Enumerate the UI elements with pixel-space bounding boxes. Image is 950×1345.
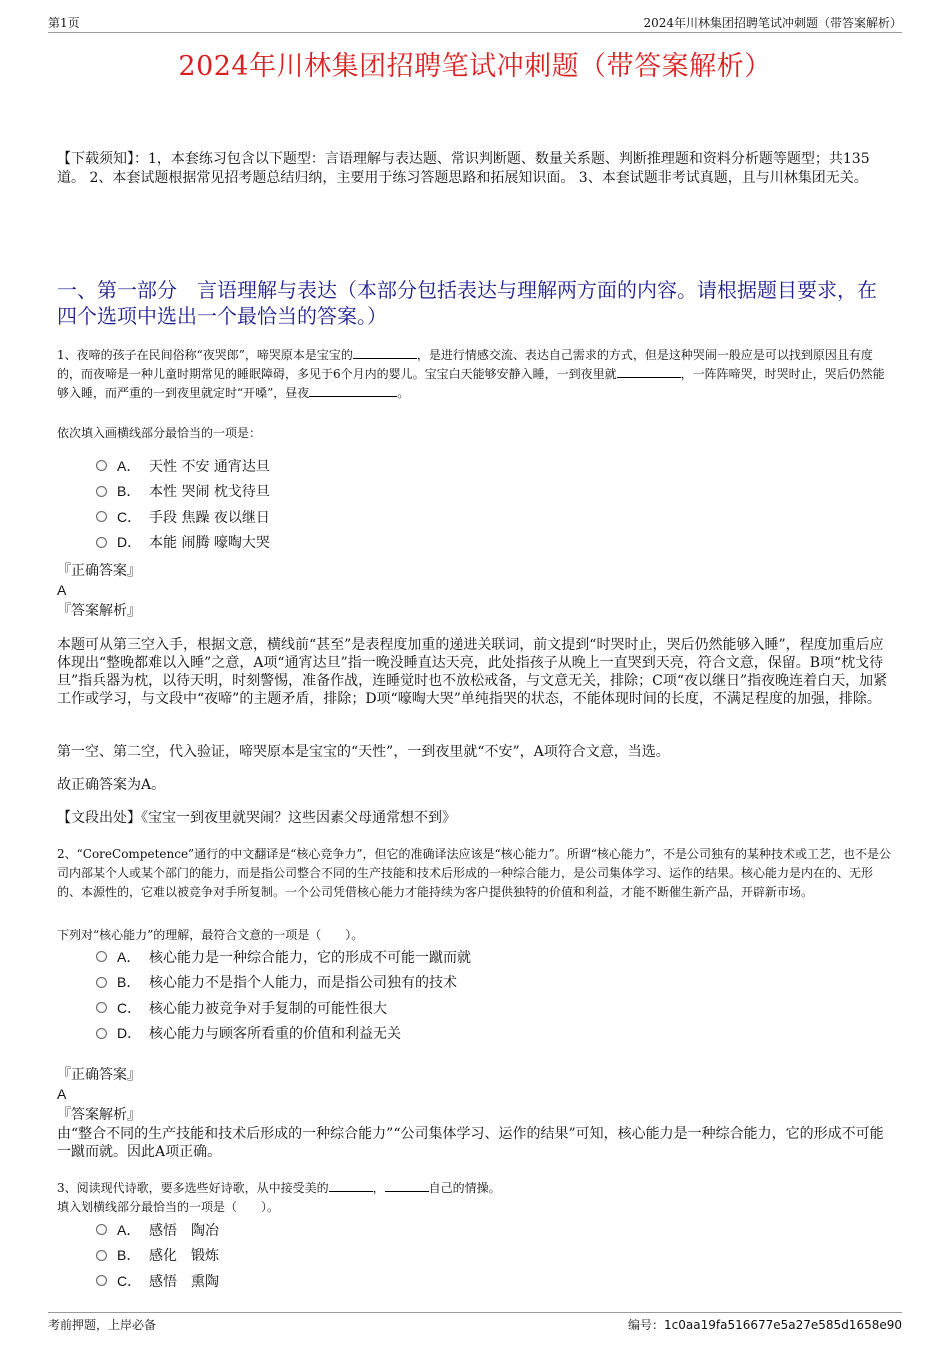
fill-blank [385, 1179, 429, 1192]
download-notice: 【下载须知】：1，本套练习包含以下题型：言语理解与表达题、常识判断题、数量关系题、判断推理题和资料分析题等题型；共135道。 2、本套试题根据常见招考题总结归纳，主要用于练习答题思路和拓展知识面。 3、本套试题非考试真题，且与川林集团无关。 [57, 151, 870, 186]
page-header [48, 12, 902, 33]
radio-icon[interactable] [96, 537, 107, 548]
q3-stem-part: 3、阅读现代诗歌，要多选些好诗歌，从中接受美的 [57, 1181, 329, 1195]
footer-slogan: 考前押题，上岸必备 [48, 1318, 157, 1332]
option-letter: A． [117, 457, 141, 474]
option-text: 本性 哭闹 枕戈待旦 [149, 484, 270, 501]
fill-blank [309, 384, 397, 397]
option-text: 感化 锻炼 [149, 1248, 219, 1265]
q1-analysis-label: 『答案解析』 [57, 603, 141, 619]
option-letter: B． [117, 1247, 141, 1264]
q3-stem-part: ， [372, 1181, 385, 1195]
radio-icon[interactable] [96, 951, 107, 962]
document-title: 2024年川林集团招聘笔试冲刺题（带答案解析） [178, 51, 772, 82]
option-text: 核心能力被竞争对手复制的可能性很大 [149, 1000, 387, 1017]
q1-stem-part: ，一阵阵啼哭，时哭时止，哭后仍然能够入睡，而严重的一到夜里就定时“开嗓”，昼夜 [57, 367, 885, 400]
q2-answer: A [57, 1086, 67, 1102]
question-1-prompt: 依次填入画横线部分最恰当的一项是： [57, 426, 262, 440]
option-a[interactable] [96, 944, 471, 970]
q1-answer-label: 『正确答案』 [57, 563, 141, 579]
option-letter: D． [117, 1025, 142, 1042]
option-b[interactable] [96, 970, 471, 996]
option-b[interactable] [96, 1243, 219, 1269]
option-text: 核心能力是一种综合能力，它的形成不可能一蹴而就 [149, 949, 471, 966]
option-text: 核心能力与顾客所看重的价值和利益无关 [149, 1026, 401, 1043]
question-2-stem: 2、“CoreCompetence”通行的中文翻译是“核心竞争力”，但它的准确译法应该是“核心能力”。所谓“核心能力”，不是公司独有的某种技术或工艺，也不是公司内部某个人或某个部门的能力，而是指公司整合不同的生产技能和技术后形成的一种综合能力，是公司集体学习、运作的结果。核心能力是内在的、无形的、本源性的，它难以被竞争对手所复制。一个公司凭借核心能力才能持续为客户提供独特的价值和利益，才能不断催生新产品，开辟新市场。 [57, 847, 892, 899]
question-3-options [96, 1217, 219, 1294]
option-letter: C． [117, 1272, 142, 1289]
option-text: 感悟 陶冶 [149, 1222, 219, 1239]
radio-icon[interactable] [96, 1224, 107, 1235]
q2-answer-label: 『正确答案』 [57, 1067, 141, 1083]
option-b[interactable] [96, 479, 270, 505]
option-letter: D． [117, 534, 142, 551]
option-letter: C． [117, 999, 142, 1016]
option-c[interactable] [96, 995, 471, 1021]
fill-blank [617, 365, 681, 378]
q1-stem-part: ，是进行情感交流、表达自己需求的方式，但是这种哭闹一般应是可以找到原因且有度的，而夜啼是一种儿童时期常见的睡眠障碍，多见于6个月内的婴儿。宝宝白天能够安静入睡，一到夜里就 [57, 348, 873, 381]
option-letter: B． [117, 974, 141, 991]
question-3-prompt: 填入划横线部分最恰当的一项是（ ）。 [57, 1200, 280, 1214]
radio-icon[interactable] [96, 977, 107, 988]
option-d[interactable] [96, 1021, 471, 1047]
radio-icon[interactable] [96, 1250, 107, 1261]
page-footer [48, 1312, 902, 1333]
radio-icon[interactable] [96, 1002, 107, 1013]
option-text: 天性 不安 通宵达旦 [149, 458, 270, 475]
option-letter: C． [117, 508, 142, 525]
q1-analysis-main: 本题可从第三空入手，根据文意，横线前“甚至”是表程度加重的递进关联词，前文提到“时哭时止，哭后仍然能够入睡”，程度加重后应体现出“整晚都难以入睡”之意，A项“通宵达旦”指一晚没睡直达天亮，此处指孩子从晚上一直哭到天亮，符合文意，保留。B项“枕戈待旦”指兵器为枕，以待天明，时刻警惕，准备作战，连睡觉时也不放松戒备，与文意无关，排除；C项“夜以继日”指夜晚连着白天，加紧工作或学习，与文段中“夜啼”的主题矛盾，排除；D项“嚎啕大哭”单纯指哭的状态，不能体现时间的长度，不满足程度的加强，排除。 [57, 637, 888, 707]
q1-answer: A [57, 582, 67, 598]
option-a[interactable] [96, 1217, 219, 1243]
q2-analysis: 由“整合不同的生产技能和技术后形成的一种综合能力”“公司集体学习、运作的结果”可知，核心能力是一种综合能力，它的形成不可能一蹴而就。因此A项正确。 [57, 1126, 884, 1160]
section-heading: 一、第一部分 言语理解与表达（本部分包括表达与理解两方面的内容。请根据题目要求，在四个选项中选出一个最恰当的答案。） [57, 278, 877, 328]
q1-stem-part: 1、夜啼的孩子在民间俗称“夜哭郎”，啼哭原本是宝宝的 [57, 348, 353, 362]
q1-source: 【文段出处】《宝宝一到夜里就哭闹？这些因素父母通常想不到》 [57, 810, 456, 826]
option-c[interactable] [96, 1268, 219, 1294]
code-value: 1c0aa19fa516677e5a27e585d1658e90 [664, 1318, 902, 1332]
q1-stem-part: 。 [397, 386, 410, 400]
option-text: 核心能力不是指个人能力，而是指公司独有的技术 [149, 975, 457, 992]
option-text: 感悟 熏陶 [149, 1273, 219, 1290]
page-number: 第1页 [48, 16, 80, 30]
radio-icon[interactable] [96, 1028, 107, 1039]
q1-analysis-verify: 第一空、第二空，代入验证，啼哭原本是宝宝的“天性”，一到夜里就“不安”，A项符合文意，当选。 [57, 744, 670, 760]
option-text: 本能 闹腾 嚎啕大哭 [149, 535, 270, 552]
radio-icon[interactable] [96, 486, 107, 497]
fill-blank [329, 1179, 373, 1192]
radio-icon[interactable] [96, 511, 107, 522]
q3-stem-part: 自己的情操。 [428, 1181, 501, 1195]
option-letter: A． [117, 948, 141, 965]
option-letter: B． [117, 483, 141, 500]
question-2-options [96, 944, 471, 1046]
option-c[interactable] [96, 504, 270, 530]
option-a[interactable] [96, 453, 270, 479]
code-label: 编号： [628, 1318, 665, 1332]
q1-analysis-conclusion: 故正确答案为A。 [57, 777, 166, 793]
footer-code [628, 1316, 902, 1333]
q2-analysis-label: 『答案解析』 [57, 1107, 141, 1123]
question-2-prompt: 下列对“核心能力”的理解，最符合文意的一项是（ ）。 [57, 928, 364, 942]
question-1-options [96, 453, 270, 555]
header-doc-title: 2024年川林集团招聘笔试冲刺题（带答案解析） [643, 16, 902, 30]
option-text: 手段 焦躁 夜以继日 [149, 509, 270, 526]
question-1-stem [57, 346, 895, 403]
radio-icon[interactable] [96, 460, 107, 471]
fill-blank [353, 346, 417, 359]
option-d[interactable] [96, 530, 270, 556]
radio-icon[interactable] [96, 1275, 107, 1286]
option-letter: A． [117, 1221, 141, 1238]
question-3-stem [57, 1179, 895, 1198]
